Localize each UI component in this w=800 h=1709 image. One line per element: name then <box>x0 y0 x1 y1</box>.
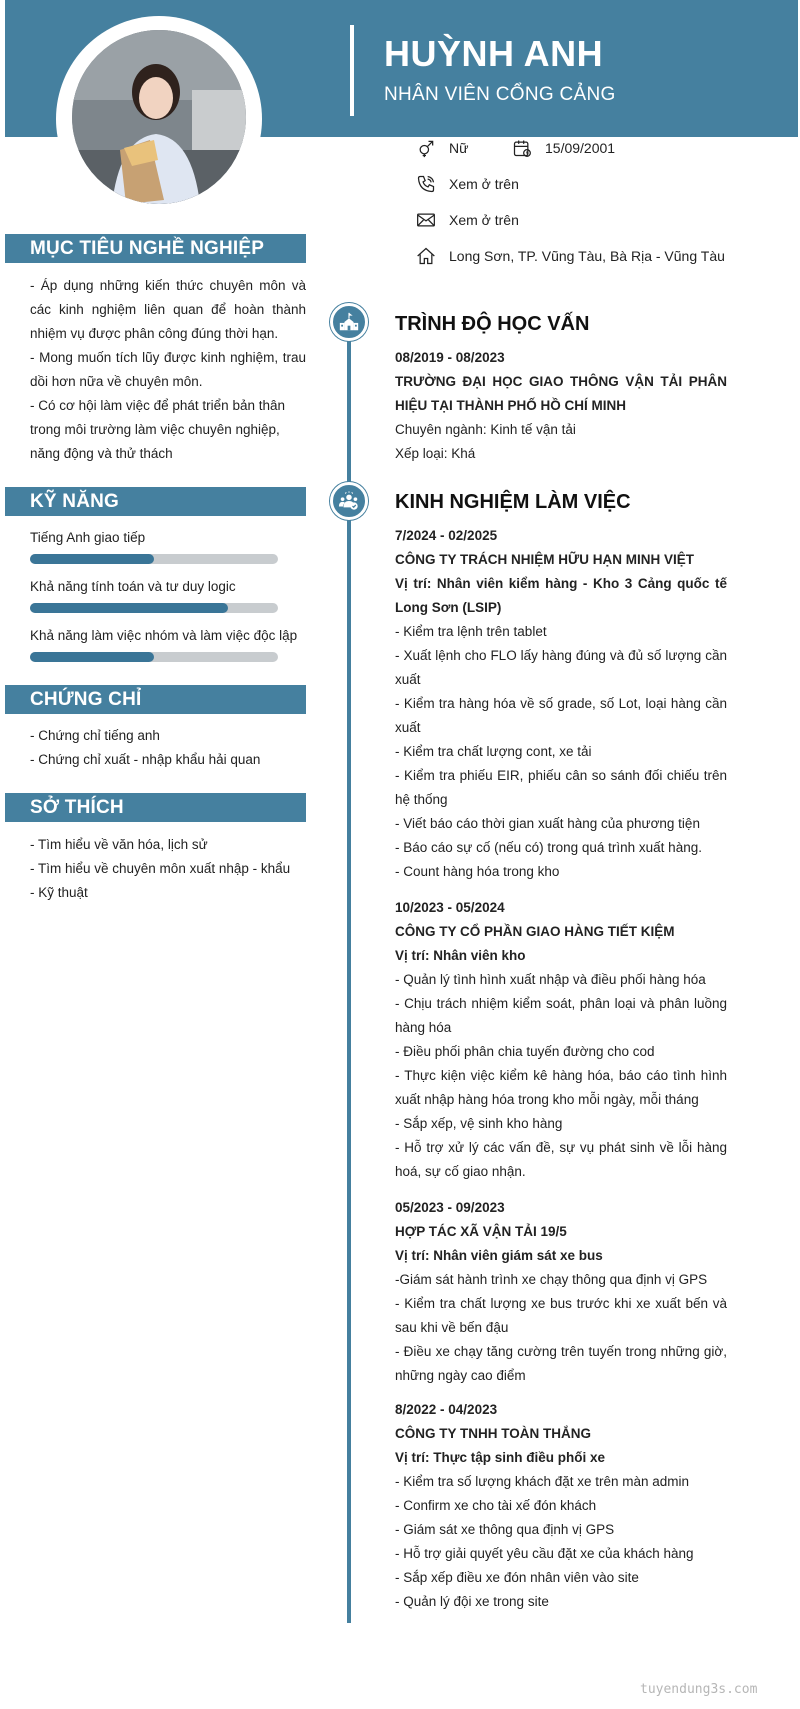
education-period: 08/2019 - 08/2023 <box>395 350 505 365</box>
job-task: - Kiểm tra chất lượng cont, xe tải <box>395 744 592 759</box>
objective-line: - Có cơ hội làm việc để phát triển bản thân trong môi trường làm việc chuyên nghiệp, năng động và thử thách <box>30 398 285 461</box>
job-task: - Quản lý đội xe trong site <box>395 1594 549 1609</box>
skill-bar-fill <box>30 652 154 662</box>
contact-phone <box>415 172 519 196</box>
contact-birthday <box>511 136 615 160</box>
objective-body <box>30 274 306 466</box>
job-task: - Xuất lệnh cho FLO lấy hàng đúng và đủ số lượng cần xuất <box>395 648 727 687</box>
team-icon <box>330 482 368 520</box>
job-company: CÔNG TY CỔ PHẦN GIAO HÀNG TIẾT KIỆM <box>395 924 675 939</box>
watermark: tuyendung3s.com <box>640 1682 758 1697</box>
skill-bar-fill <box>30 554 154 564</box>
hobbies-heading: SỞ THÍCH <box>5 793 306 822</box>
job-position: Vị trí: Nhân viên kho <box>395 948 526 963</box>
job-task: - Quản lý tình hình xuất nhập và điều phối hàng hóa <box>395 972 706 987</box>
skills-heading: KỸ NĂNG <box>5 487 306 516</box>
job-task: - Hỗ trợ xử lý các vấn đề, sự vụ phát sinh về lỗi hàng hoá, sự cố giao nhận. <box>395 1140 727 1179</box>
job-company: HỢP TÁC XÃ VẬN TẢI 19/5 <box>395 1224 567 1239</box>
job-period: 8/2022 - 04/2023 <box>395 1402 498 1417</box>
candidate-name: HUỲNH ANH <box>384 33 604 74</box>
job-entry <box>395 896 727 1184</box>
job-entry <box>395 1398 727 1614</box>
hobby-item: - Tìm hiểu về văn hóa, lịch sử <box>30 837 208 852</box>
avatar <box>72 30 246 204</box>
contact-email <box>415 208 519 232</box>
job-task: - Thực kiện việc kiểm kê hàng hóa, báo cáo tình hình xuất nhập hàng hóa trong kho mỗi ngày, mỗi tháng <box>395 1068 727 1107</box>
avatar-photo <box>72 30 246 204</box>
calendar-icon <box>511 137 533 159</box>
skill-label: Khả năng tính toán và tư duy logic <box>30 579 236 594</box>
job-task: - Báo cáo sự cố (nếu có) trong quá trình xuất hàng. <box>395 840 702 855</box>
job-period: 05/2023 - 09/2023 <box>395 1200 505 1215</box>
skill-label: Tiếng Anh giao tiếp <box>30 530 146 545</box>
job-task: - Hỗ trợ giải quyết yêu cầu đặt xe của khách hàng <box>395 1546 694 1561</box>
contact-address <box>415 244 725 268</box>
skill-bar-fill <box>30 603 228 613</box>
phone-value: Xem ở trên <box>449 176 519 192</box>
job-task: - Chịu trách nhiệm kiểm soát, phân loại và phân luồng hàng hóa <box>395 996 727 1035</box>
home-icon <box>415 245 437 267</box>
job-position: Vị trí: Nhân viên giám sát xe bus <box>395 1248 603 1263</box>
job-task: - Kiểm tra phiếu EIR, phiếu cân so sánh đối chiếu trên hệ thống <box>395 768 727 807</box>
birthday-value: 15/09/2001 <box>545 140 616 156</box>
job-position: Vị trí: Thực tập sinh điều phối xe <box>395 1450 606 1465</box>
job-company: CÔNG TY TNHH TOÀN THẮNG <box>395 1426 592 1441</box>
gender-value: Nữ <box>449 140 469 156</box>
job-task: - Điều phối phân chia tuyến đường cho cod <box>395 1044 655 1059</box>
education-major: Chuyên ngành: Kinh tế vận tải <box>395 422 576 437</box>
job-task: - Kiểm tra số lượng khách đặt xe trên màn admin <box>395 1474 690 1489</box>
certificate-item: - Chứng chỉ xuất - nhập khẩu hải quan <box>30 752 261 767</box>
job-task: - Điều xe chạy tăng cường trên tuyến trong những giờ, những ngày cao điểm <box>395 1344 727 1383</box>
job-task: - Sắp xếp, vệ sinh kho hàng <box>395 1116 563 1131</box>
certificates-list <box>30 724 306 772</box>
skill-bar-track <box>30 554 278 564</box>
certificates-heading: CHỨNG CHỈ <box>5 685 306 714</box>
job-task: -Giám sát hành trình xe chạy thông qua định vị GPS <box>395 1272 708 1287</box>
candidate-role: NHÂN VIÊN CỔNG CẢNG <box>384 84 616 105</box>
school-icon <box>330 303 368 341</box>
header-divider <box>350 25 354 116</box>
education-heading: TRÌNH ĐỘ HỌC VẤN <box>395 313 590 335</box>
education-body <box>395 346 727 466</box>
job-task: - Giám sát xe thông qua định vị GPS <box>395 1522 615 1537</box>
objective-line: - Mong muốn tích lũy được kinh nghiệm, trau dồi hơn nữa về chuyên môn. <box>30 350 306 389</box>
certificate-item: - Chứng chỉ tiếng anh <box>30 728 160 743</box>
job-task: - Confirm xe cho tài xế đón khách <box>395 1498 597 1513</box>
education-school: TRƯỜNG ĐẠI HỌC GIAO THÔNG VẬN TẢI PHÂN HIỆU TẠI THÀNH PHỐ HỒ CHÍ MINH <box>395 374 727 413</box>
job-entry <box>395 1196 727 1388</box>
job-task: - Viết báo cáo thời gian xuất hàng của phương tiện <box>395 816 700 831</box>
hobby-item: - Tìm hiểu về chuyên môn xuất nhập - khẩu <box>30 861 291 876</box>
job-task: - Kiểm tra lệnh trên tablet <box>395 624 547 639</box>
mail-icon <box>415 209 437 231</box>
objective-heading: MỤC TIÊU NGHỀ NGHIỆP <box>5 234 306 263</box>
contact-gender <box>415 136 468 160</box>
skill-bar-track <box>30 603 278 613</box>
skill-bar-track <box>30 652 278 662</box>
hobbies-list <box>30 833 306 905</box>
gender-icon <box>415 137 437 159</box>
address-value: Long Sơn, TP. Vũng Tàu, Bà Rịa - Vũng Tàu <box>449 248 725 264</box>
education-grade: Xếp loại: Khá <box>395 446 476 461</box>
job-period: 10/2023 - 05/2024 <box>395 900 505 915</box>
phone-icon <box>415 173 437 195</box>
job-task: - Kiểm tra hàng hóa về số grade, số Lot, loại hàng cần xuất <box>395 696 727 735</box>
objective-line: - Áp dụng những kiến thức chuyên môn và các kinh nghiệm liên quan để hoàn thành nhiệm vụ được phân công đúng thời hạn. <box>30 278 306 341</box>
hobby-item: - Kỹ thuật <box>30 885 88 900</box>
job-period: 7/2024 - 02/2025 <box>395 528 498 543</box>
job-position: Vị trí: Nhân viên kiểm hàng - Kho 3 Cảng quốc tế Long Sơn (LSIP) <box>395 576 727 615</box>
skill-label: Khả năng làm việc nhóm và làm việc độc lập <box>30 628 298 643</box>
experience-heading: KINH NGHIỆM LÀM VIỆC <box>395 491 631 513</box>
job-task: - Count hàng hóa trong kho <box>395 864 560 879</box>
job-entry <box>395 524 727 884</box>
job-task: - Sắp xếp điều xe đón nhân viên vào site <box>395 1570 639 1585</box>
job-task: - Kiểm tra chất lượng xe bus trước khi xe xuất bến và sau khi về bến đậu <box>395 1296 727 1335</box>
job-company: CÔNG TY TRÁCH NHIỆM HỮU HẠN MINH VIỆT <box>395 552 694 567</box>
email-value: Xem ở trên <box>449 212 519 228</box>
